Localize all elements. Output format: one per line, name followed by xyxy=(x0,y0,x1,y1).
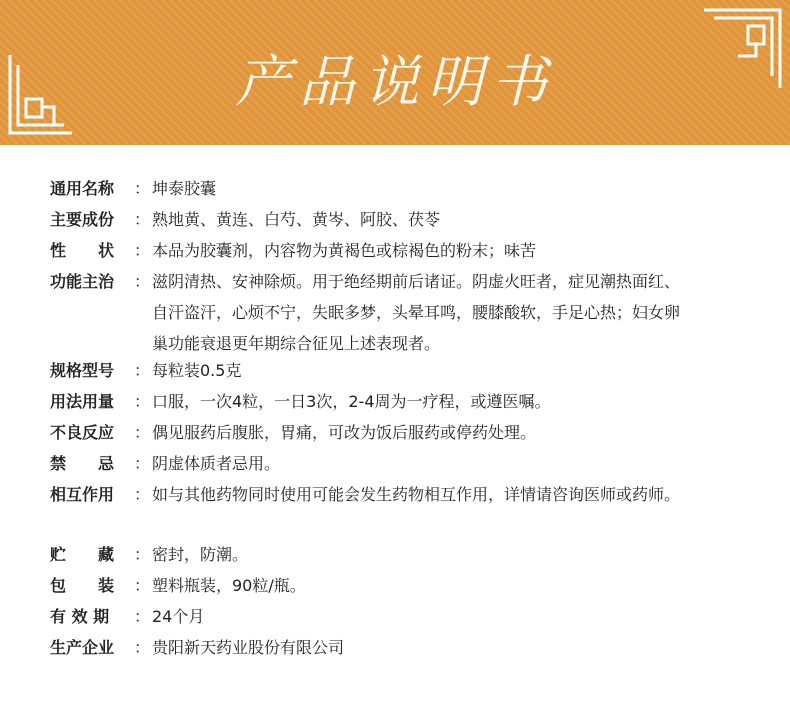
field-value: 如与其他药物同时使用可能会发生药物相互作用，详情请咨询医师或药师。 xyxy=(152,485,681,504)
field-label: 用法用量 xyxy=(50,392,115,411)
field-colon: ： xyxy=(134,392,151,411)
title-banner xyxy=(0,0,790,145)
field-label: 禁 忌 xyxy=(50,454,115,473)
page-title: 产品说明书 xyxy=(235,50,555,115)
field-label: 规格型号 xyxy=(50,361,115,380)
corner-ornament-right xyxy=(704,6,784,88)
field-label: 生产企业 xyxy=(50,638,115,657)
field-label: 贮 藏 xyxy=(50,545,115,564)
field-value: 贵阳新天药业股份有限公司 xyxy=(152,638,345,657)
field-value: 24个月 xyxy=(152,607,205,626)
field-value: 每粒装0.5克 xyxy=(152,361,242,380)
field-colon: ： xyxy=(134,545,151,564)
field-value: 熟地黄、黄连、白芍、黄岑、阿胶、茯苓 xyxy=(152,210,441,229)
field-label: 相互作用 xyxy=(50,485,115,504)
field-colon: ： xyxy=(134,423,151,442)
field-label: 性 状 xyxy=(50,241,115,260)
field-colon: ： xyxy=(134,607,151,626)
field-value: 塑料瓶装，90粒/瓶。 xyxy=(152,576,306,595)
field-colon: ： xyxy=(134,638,151,657)
field-value: 口服，一次4粒，一日3次，2-4周为一疗程，或遵医嘱。 xyxy=(152,392,551,411)
field-value: 坤泰胶囊 xyxy=(152,179,217,198)
field-value: 滋阴清热、安神除烦。用于绝经期前后诸证。阴虚火旺者，症见潮热面红、自汗盗汗，心烦不宁，失眠多梦，头晕耳鸣，腰膝酸软，手足心热；妇女卵巢功能衰退更年期综合征见上述表现者。 xyxy=(152,272,681,353)
field-colon: ： xyxy=(134,272,151,291)
field-value: 偶见服药后腹胀，胃痛，可改为饭后服药或停药处理。 xyxy=(152,423,537,442)
field-colon: ： xyxy=(134,576,151,595)
instruction-list xyxy=(0,145,790,709)
field-colon: ： xyxy=(134,179,151,198)
field-colon: ： xyxy=(134,210,151,229)
field-label: 有 效 期 xyxy=(50,607,110,626)
field-colon: ： xyxy=(134,241,151,260)
field-label: 不良反应 xyxy=(50,423,115,442)
field-colon: ： xyxy=(134,454,151,473)
field-value: 本品为胶囊剂，内容物为黄褐色或棕褐色的粉末；味苦 xyxy=(152,241,537,260)
field-label: 功能主治 xyxy=(50,272,115,291)
field-label: 包 装 xyxy=(50,576,115,595)
field-colon: ： xyxy=(134,361,151,380)
field-label: 主要成份 xyxy=(50,210,115,229)
field-value: 密封，防潮。 xyxy=(152,545,249,564)
field-value: 阴虚体质者忌用。 xyxy=(152,454,281,473)
field-colon: ： xyxy=(134,485,151,504)
field-label: 通用名称 xyxy=(50,179,115,198)
